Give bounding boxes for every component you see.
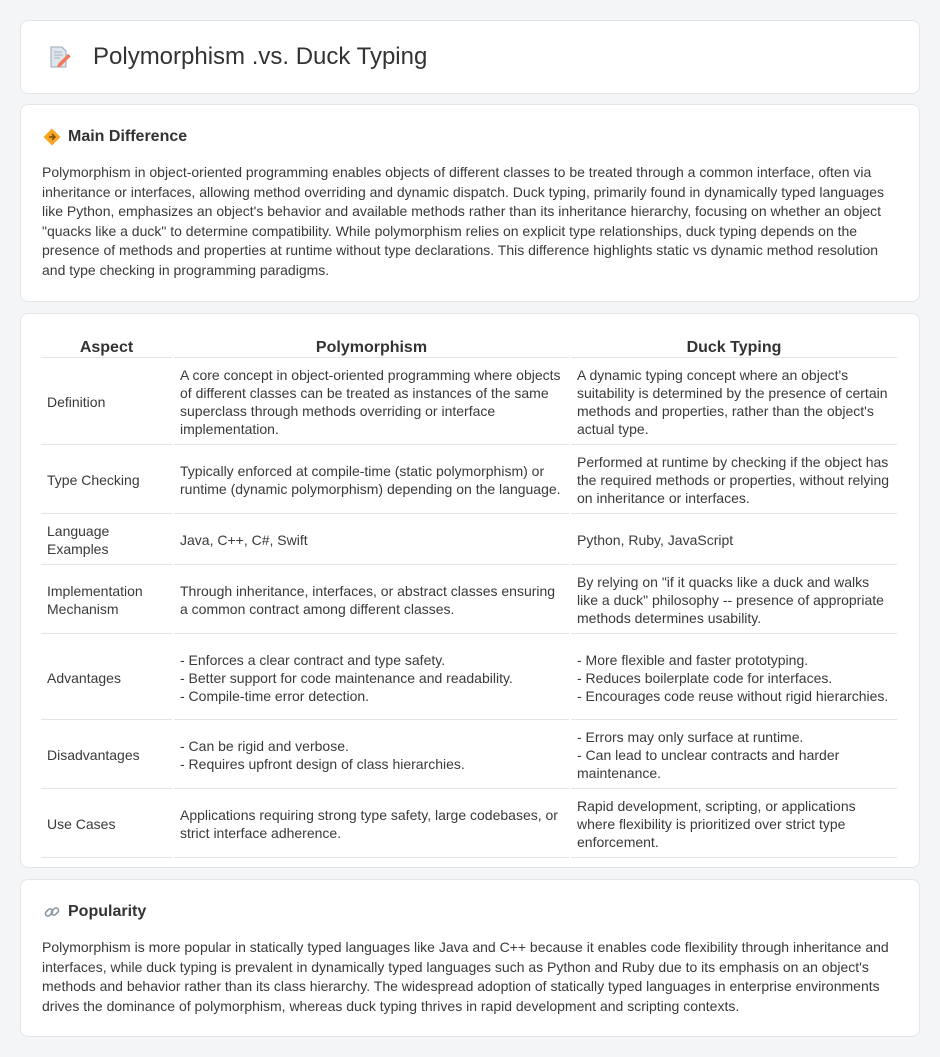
cell-aspect: Language Examples (41, 516, 172, 565)
cell-duck-typing (571, 722, 897, 789)
list-item: - Compile-time error detection. (180, 687, 370, 704)
document-pencil-icon (47, 45, 71, 69)
cell-polymorphism: A core concept in object-oriented programming where objects of different classes can be treated as instances of the same superclass through methods overriding or interface implementation. (174, 360, 569, 445)
table-row (41, 722, 897, 789)
table-row (41, 791, 897, 858)
list-item: - Can be rigid and verbose. (180, 738, 349, 754)
cell-aspect: Disadvantages (41, 722, 172, 789)
cell-polymorphism: Typically enforced at compile-time (static polymorphism) or runtime (dynamic polymorphism) depending on the language. (174, 447, 569, 514)
comparison-table-card (20, 313, 920, 868)
cell-polymorphism (174, 636, 569, 720)
table-row (41, 447, 897, 514)
cell-duck-typing (571, 636, 897, 720)
cell-duck-typing: Performed at runtime by checking if the object has the required methods or properties, without relying on inheritance or interfaces. (571, 447, 897, 514)
cell-polymorphism: Java, C++, C#, Swift (174, 516, 569, 565)
cell-aspect: Type Checking (41, 447, 172, 514)
cell-polymorphism: Through inheritance, interfaces, or abstract classes ensuring a common contract among different classes. (174, 567, 569, 634)
list-item: - Errors may only surface at runtime. (577, 729, 804, 745)
table-row (41, 567, 897, 634)
cell-polymorphism: Applications requiring strong type safety, large codebases, or strict interface adherence. (174, 791, 569, 858)
cell-aspect: Definition (41, 360, 172, 445)
cell-aspect: Implementation Mechanism (41, 567, 172, 634)
section-title-popularity: Popularity (68, 903, 147, 920)
link-icon (43, 903, 61, 921)
cell-duck-typing: A dynamic typing concept where an object's suitability is determined by the presence of certain methods and properties, rather than the object's actual type. (571, 360, 897, 445)
list-item: - Enforces a clear contract and type safety. (180, 651, 446, 668)
list-item: - Encourages code reuse without rigid hierarchies. (577, 687, 889, 704)
main-difference-text: Polymorphism in object-oriented programming enables objects of different classes to be treated through a common interface, often via inheritance or interfaces, allowing method overriding and dynamic dispatch. Duck typing, primarily found in dynamically typed languages like Python, emphasizes an object's behavior and available methods rather than its inheritance hierarchy, focusing on whether an object "quacks like a duck" to determine compatibility. While polymorphism relies on explicit type relationships, duck typing depends on the presence of methods and properties at runtime without type declarations. This difference highlights static vs dynamic method resolution and type checking in programming paradigms. (42, 164, 885, 278)
cell-polymorphism (174, 722, 569, 789)
section-title-main-difference: Main Difference (68, 128, 188, 145)
list-item: - Requires upfront design of class hierarchies. (180, 756, 465, 772)
cell-duck-typing: Rapid development, scripting, or applications where flexibility is prioritized over strict type enforcement. (571, 791, 897, 858)
page-title: Polymorphism .vs. Duck Typing (93, 43, 428, 70)
list-item: - More flexible and faster prototyping. (577, 651, 809, 668)
header-aspect: Aspect (41, 335, 172, 358)
table-header-row (41, 335, 897, 358)
cell-duck-typing: By relying on "if it quacks like a duck and walks like a duck" philosophy -- presence of appropriate methods determines usability. (571, 567, 897, 634)
main-difference-card (20, 104, 920, 302)
list-item: - Better support for code maintenance and readability. (180, 669, 513, 686)
cell-aspect: Advantages (41, 636, 172, 720)
list-item: - Reduces boilerplate code for interfaces. (577, 669, 833, 686)
comparison-table (39, 333, 899, 860)
list-item: - Can lead to unclear contracts and harder maintenance. (577, 747, 840, 781)
header-card (20, 20, 920, 94)
popularity-text: Polymorphism is more popular in statically typed languages like Java and C++ because it enables code flexibility through inheritance and interfaces, while duck typing is prevalent in dynamically typed languages such as Python and Ruby due to its emphasis on an object's methods and behavior rather than its class hierarchy. The widespread adoption of statically typed languages in enterprise environments drives the dominance of polymorphism, whereas duck typing thrives in rapid development and scripting contexts. (42, 939, 889, 1014)
diamond-arrows-icon (43, 128, 61, 146)
cell-aspect: Use Cases (41, 791, 172, 858)
popularity-card (20, 879, 920, 1037)
header-duck-typing: Duck Typing (571, 335, 897, 358)
table-row (41, 636, 897, 720)
cell-duck-typing: Python, Ruby, JavaScript (571, 516, 897, 565)
header-polymorphism: Polymorphism (174, 335, 569, 358)
table-row (41, 516, 897, 565)
table-row (41, 360, 897, 445)
